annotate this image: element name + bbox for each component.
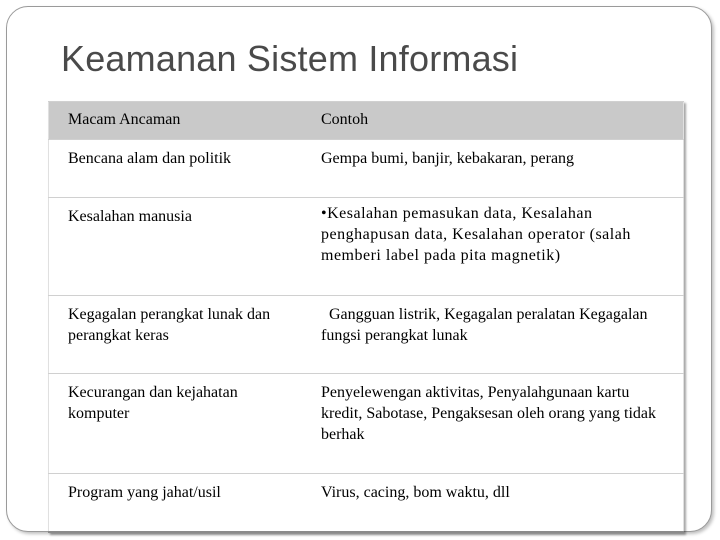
table-header-row xyxy=(49,102,684,140)
example-cell: •Kesalahan pemasukan data, Kesalahan penghapusan data, Kesalahan operator (salah memberi label pada pita magnetik) xyxy=(301,198,684,296)
threat-type-cell: Kecurangan dan kejahatan komputer xyxy=(49,374,302,474)
example-cell: Gempa bumi, banjir, kebakaran, perang xyxy=(301,140,684,198)
threats-table xyxy=(48,101,684,533)
threat-type-cell: Kegagalan perangkat lunak dan perangkat keras xyxy=(49,296,302,374)
table-row xyxy=(49,374,684,474)
threat-type-cell: Kesalahan manusia xyxy=(49,198,302,296)
slide-title: Keamanan Sistem Informasi xyxy=(61,38,519,79)
table-row xyxy=(49,198,684,296)
table-row xyxy=(49,474,684,533)
table-row xyxy=(49,296,684,374)
example-cell: Penyelewengan aktivitas, Penyalahgunaan kartu kredit, Sabotase, Pengaksesan oleh orang yang tidak berhak xyxy=(301,374,684,474)
example-cell: Virus, cacing, bom waktu, dll xyxy=(301,474,684,533)
table-row xyxy=(49,140,684,198)
threat-type-cell: Bencana alam dan politik xyxy=(49,140,302,198)
header-threat-type: Macam Ancaman xyxy=(49,102,302,140)
header-example: Contoh xyxy=(301,102,684,140)
example-cell: Gangguan listrik, Kegagalan peralatan Kegagalan fungsi perangkat lunak xyxy=(301,296,684,374)
threat-type-cell: Program yang jahat/usil xyxy=(49,474,302,533)
